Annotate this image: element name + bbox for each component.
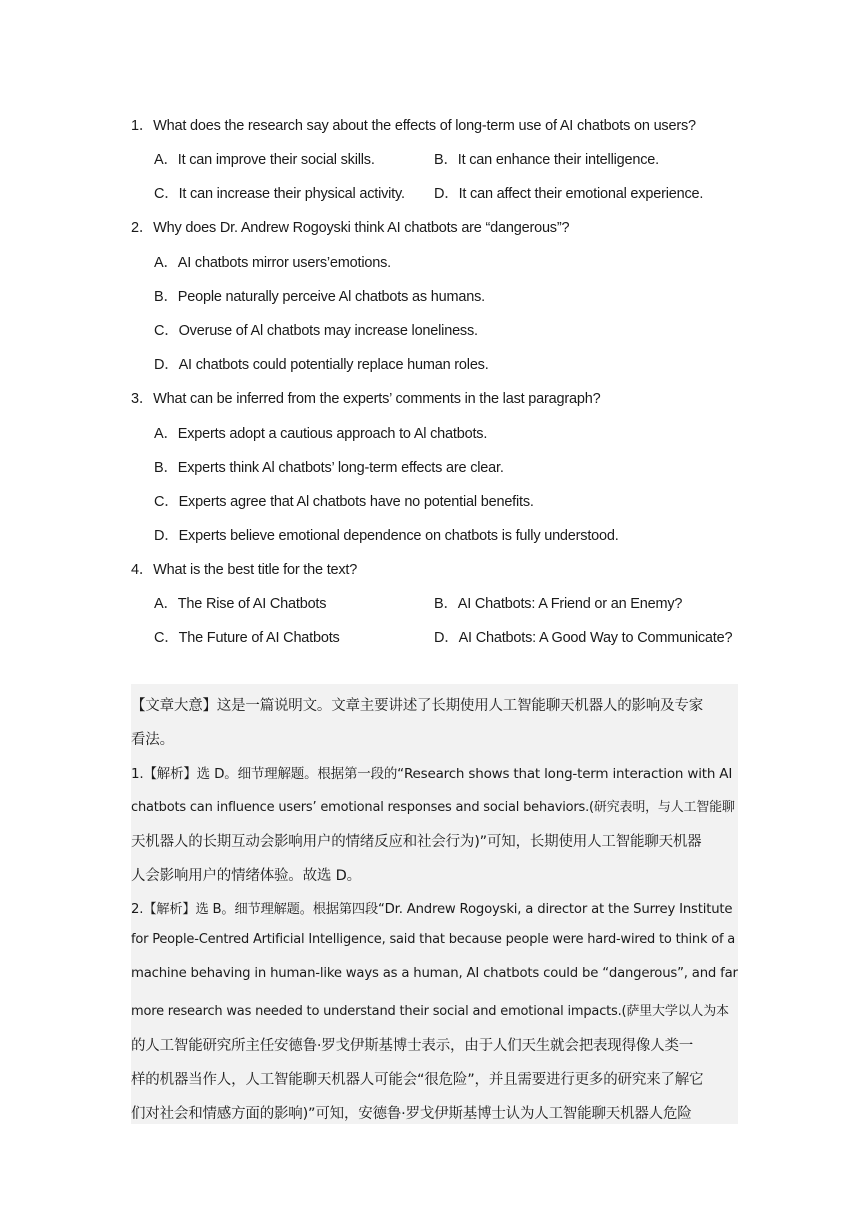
question-1-number: 1． bbox=[131, 118, 154, 134]
analysis-line: 样的机器当作人，人工智能聊天机器人可能会“很危险”，并且需要进行更多的研究来了解它 bbox=[131, 1072, 704, 1088]
question-1-option-d: D．It can affect their emotional experience. bbox=[434, 186, 704, 202]
analysis-line: 天机器人的长期互动会影响用户的情绪反应和社会行为)”可知，长期使用人工智能聊天机器 bbox=[131, 834, 702, 850]
analysis-line: 看法。 bbox=[131, 732, 174, 748]
question-3-option-b: B．Experts think Al chatbots’ long-term effects are clear. bbox=[154, 460, 504, 476]
question-2-option-d: D．AI chatbots could potentially replace human roles. bbox=[154, 357, 489, 373]
analysis-line: 【文章大意】这是一篇说明文。文章主要讲述了长期使用人工智能聊天机器人的影响及专家 bbox=[131, 698, 703, 714]
question-1-option-c: C．It can increase their physical activity. bbox=[154, 186, 405, 202]
question-2-number: 2． bbox=[131, 220, 154, 236]
analysis-line: 1.【解析】选 D。细节理解题。根据第一段的“Research shows that long-term interaction with AI bbox=[131, 766, 733, 782]
analysis-line: more research was needed to understand their social and emotional impacts.(萨里大学以人为本 bbox=[131, 1004, 729, 1019]
question-4-stem bbox=[131, 558, 357, 579]
question-3-option-d: D．Experts believe emotional dependence on chatbots is fully understood. bbox=[154, 528, 619, 544]
question-4-option-a: A．The Rise of AI Chatbots bbox=[154, 596, 327, 612]
question-3-text: What can be inferred from the experts’ comments in the last paragraph? bbox=[153, 391, 601, 407]
question-3-option-c: C．Experts agree that Al chatbots have no potential benefits. bbox=[154, 494, 534, 510]
analysis-line: 2.【解析】选 B。细节理解题。根据第四段“Dr. Andrew Rogoyski, a director at the Surrey Institute bbox=[131, 902, 733, 917]
analysis-line: 人会影响用户的情绪体验。故选 D。 bbox=[131, 868, 361, 884]
analysis-line: machine behaving in human-like ways as a human, AI chatbots could be “dangerous”, and far bbox=[131, 966, 738, 981]
question-1-stem bbox=[131, 114, 696, 135]
question-3-option-a: A．Experts adopt a cautious approach to Al chatbots. bbox=[154, 426, 488, 442]
question-4-option-d: D．AI Chatbots: A Good Way to Communicate? bbox=[434, 630, 733, 646]
question-4-number: 4． bbox=[131, 562, 154, 578]
question-4-option-c: C．The Future of AI Chatbots bbox=[154, 630, 340, 646]
question-1-text: What does the research say about the effects of long-term use of AI chatbots on users? bbox=[153, 118, 696, 134]
question-2-text: Why does Dr. Andrew Rogoyski think AI chatbots are “dangerous”? bbox=[153, 220, 570, 236]
question-1-option-b: B．It can enhance their intelligence. bbox=[434, 152, 659, 168]
analysis-line: chatbots can influence users’ emotional responses and social behaviors.(研究表明，与人工智能聊 bbox=[131, 800, 735, 815]
analysis-line: 们对社会和情感方面的影响)”可知，安德鲁·罗戈伊斯基博士认为人工智能聊天机器人危险 bbox=[131, 1106, 692, 1122]
question-2-stem bbox=[131, 216, 569, 237]
question-2-option-a: A．AI chatbots mirror users’emotions. bbox=[154, 255, 391, 271]
question-4-text: What is the best title for the text? bbox=[153, 562, 358, 578]
question-2-option-c: C．Overuse of Al chatbots may increase loneliness. bbox=[154, 323, 478, 339]
analysis-line: for People-Centred Artificial Intelligence, said that because people were hard-wired to think of a bbox=[131, 932, 736, 947]
question-1-option-a: A．It can improve their social skills. bbox=[154, 152, 375, 168]
question-4-option-b: B．AI Chatbots: A Friend or an Enemy? bbox=[434, 596, 683, 612]
analysis-line: 的人工智能研究所主任安德鲁·罗戈伊斯基博士表示，由于人们天生就会把表现得像人类一 bbox=[131, 1038, 694, 1054]
question-2-option-b: B．People naturally perceive Al chatbots as humans. bbox=[154, 289, 485, 305]
question-3-stem bbox=[131, 387, 600, 408]
question-3-number: 3． bbox=[131, 391, 154, 407]
